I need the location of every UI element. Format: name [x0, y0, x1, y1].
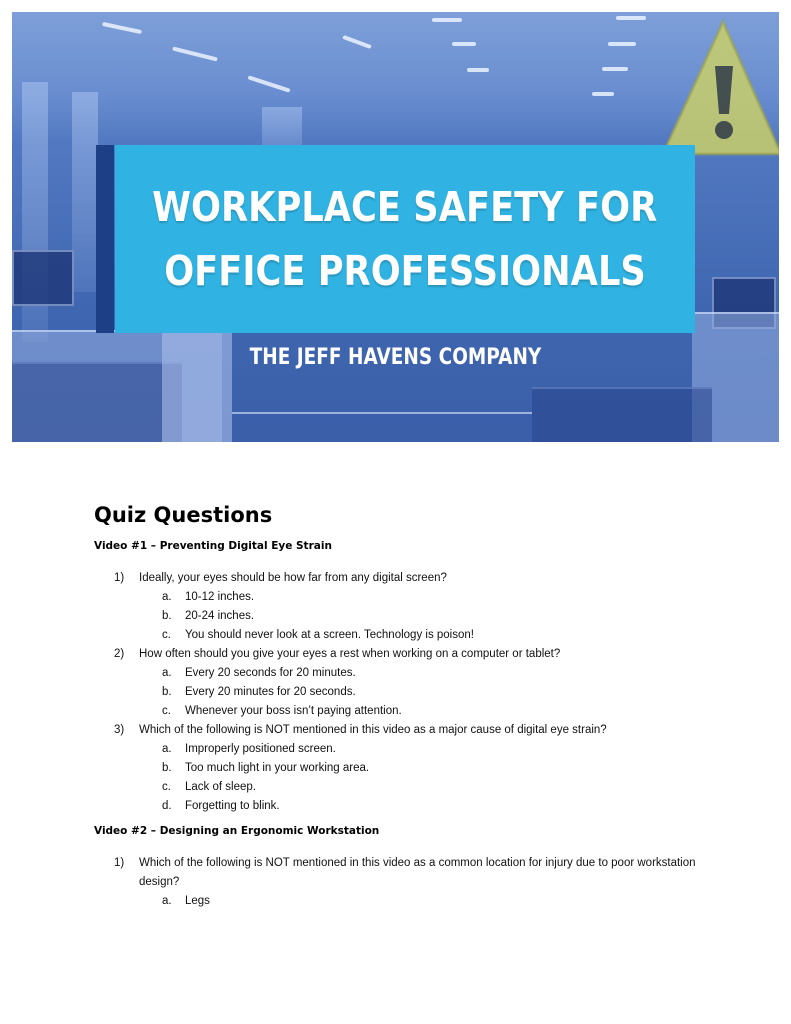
ceiling-light: [592, 92, 614, 96]
option-text: Improperly positioned screen.: [185, 743, 336, 755]
warning-triangle-icon: [623, 14, 779, 164]
question-number: 3): [114, 724, 125, 736]
company-name: THE JEFF HAVENS COMPANY: [249, 345, 542, 370]
option-text: 10-12 inches.: [185, 591, 255, 603]
office-desk: [532, 387, 712, 442]
header-banner: [12, 12, 779, 442]
option-text: Lack of sleep.: [185, 781, 256, 793]
option-letter: c.: [162, 705, 171, 717]
quiz-title: Quiz Questions: [94, 503, 273, 527]
answer-option: [94, 702, 734, 721]
question-number: 2): [114, 648, 125, 660]
answer-option: [94, 588, 734, 607]
question: [94, 854, 734, 892]
option-text: 20-24 inches.: [185, 610, 255, 622]
option-letter: c.: [162, 629, 171, 641]
option-letter: a.: [162, 743, 172, 755]
ceiling-light: [432, 18, 462, 22]
question-text: Ideally, your eyes should be how far from any digital screen?: [139, 572, 447, 584]
option-letter: d.: [162, 800, 172, 812]
question: [94, 721, 734, 740]
option-letter: b.: [162, 686, 172, 698]
question-text: How often should you give your eyes a rest when working on a computer or tablet?: [139, 648, 561, 660]
office-desk: [232, 412, 532, 442]
monitor: [12, 250, 74, 306]
window-column: [72, 92, 98, 292]
option-letter: a.: [162, 591, 172, 603]
question-number: 1): [114, 572, 125, 584]
answer-option: [94, 664, 734, 683]
ceiling-light: [452, 42, 476, 46]
option-text: Too much light in your working area.: [185, 762, 370, 774]
question: [94, 645, 734, 664]
question-text: Which of the following is NOT mentioned in this video as a major cause of digital eye strain?: [139, 724, 607, 736]
title-accent-stripe: [96, 145, 114, 333]
answer-option: [94, 607, 734, 626]
option-letter: a.: [162, 895, 172, 907]
section-title: Video #2 – Designing an Ergonomic Workstation: [94, 825, 380, 837]
ceiling-light: [467, 68, 489, 72]
section-title: Video #1 – Preventing Digital Eye Strain: [94, 540, 332, 552]
option-text: Whenever your boss isn’t paying attention.: [185, 705, 402, 717]
answer-option: [94, 683, 734, 702]
question: [94, 569, 734, 588]
answer-option: [94, 797, 734, 816]
question-text: Which of the following is NOT mentioned in this video as a common location for injury due to poor workstation design?: [139, 857, 696, 888]
banner-title-line-2: OFFICE PROFESSIONALS: [164, 247, 646, 295]
option-text: Every 20 minutes for 20 seconds.: [185, 686, 356, 698]
option-letter: b.: [162, 762, 172, 774]
answer-option: [94, 759, 734, 778]
question-number: 1): [114, 857, 125, 869]
office-desk: [12, 362, 182, 442]
option-letter: a.: [162, 667, 172, 679]
answer-option: [94, 626, 734, 645]
option-letter: b.: [162, 610, 172, 622]
banner-title-line-1: WORKPLACE SAFETY FOR: [152, 183, 658, 231]
answer-option: [94, 778, 734, 797]
option-text: Legs: [185, 895, 210, 907]
option-text: Forgetting to blink.: [185, 800, 280, 812]
quiz-content: [94, 503, 734, 911]
answer-option: [94, 740, 734, 759]
banner-title-box: [115, 145, 695, 333]
option-letter: c.: [162, 781, 171, 793]
answer-option: [94, 892, 734, 911]
option-text: You should never look at a screen. Technology is poison!: [185, 629, 474, 641]
option-text: Every 20 seconds for 20 minutes.: [185, 667, 356, 679]
